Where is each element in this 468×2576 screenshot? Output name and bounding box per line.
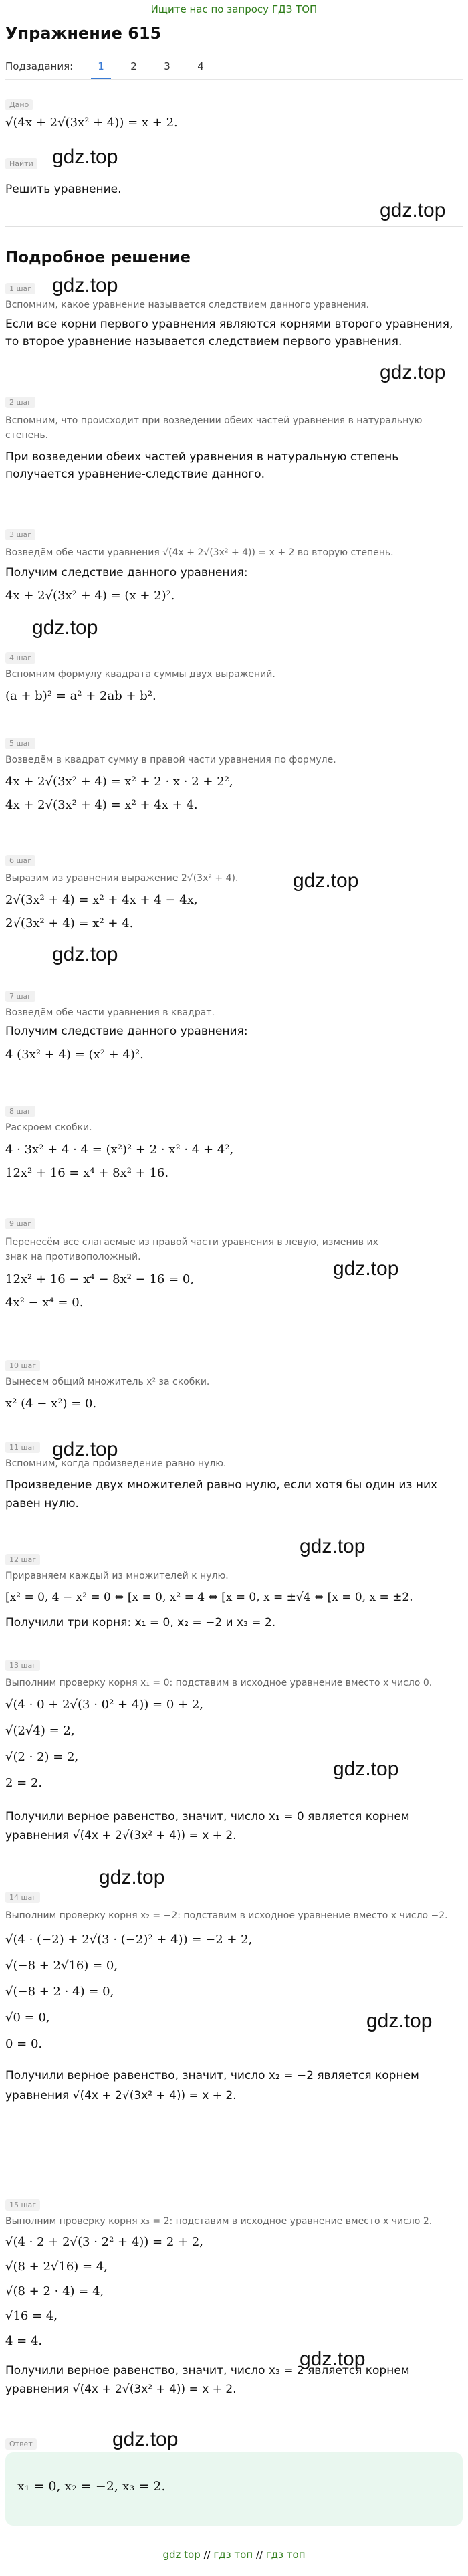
watermark: gdz.top bbox=[366, 2010, 433, 2032]
footer-link-1[interactable]: gdz top bbox=[162, 2549, 201, 2561]
subtask-tab-4[interactable]: 4 bbox=[197, 60, 204, 72]
watermark: gdz.top bbox=[300, 1535, 366, 1557]
watermark: gdz.top bbox=[32, 617, 98, 639]
step-2: 2 шаг Вспомним, что происходит при возведении обеих частей уравнения в натуральную степень. При возведении обеих частей уравнения в натуральную степень получается уравнение-следствие данного. bbox=[5, 398, 423, 481]
watermark: gdz.top bbox=[333, 1258, 399, 1280]
step-14: 14 шаг Выполним проверку корня x₂ = −2: подставим в исходное уравнение вместо x число −2. √(4 · (−2) + 2√(3 · (−2)² + 4)) = −2 + 2, √(−8 + 2√16) = 0, √(−8 + 2 · 4) = 0, √0 = 0, 0 = 0. Получили верное равенство, значит, число x₂ = −2 является корнем уравнения √(4x + 2√(3x² + 4)) = x + 2. bbox=[5, 1893, 448, 2102]
step-9: 9 шаг Перенесём все слагаемые из правой части уравнения в левую, изменив их знак на противоположный. 12x² + 16 − x⁴ − 8x² − 16 = 0, 4x² − x⁴ = 0. bbox=[5, 1219, 378, 1310]
step-4: 4 шаг Вспомним формулу квадрата суммы двух выражений. (a + b)² = a² + 2ab + b². bbox=[5, 654, 275, 703]
watermark: gdz.top bbox=[293, 870, 359, 892]
answer-box bbox=[5, 2452, 463, 2526]
step-3: 3 шаг Возведём обе части уравнения √(4x + 2√(3x² + 4)) = x + 2 во вторую степень. Получим следствие данного уравнения: 4x + 2√(3x² + 4) = (x + 2)². bbox=[5, 530, 394, 603]
step-5: 5 шаг Возведём в квадрат сумму в правой части уравнения по формуле. 4x + 2√(3x² + 4) = x² + 2 · x · 2 + 2², 4x + 2√(3x² + 4) = x² + 4x + 4. bbox=[5, 739, 336, 812]
footer-links bbox=[0, 2549, 468, 2561]
top-banner bbox=[0, 0, 468, 19]
watermark: gdz.top bbox=[99, 1866, 165, 1888]
watermark: gdz.top bbox=[300, 2348, 366, 2370]
watermark: gdz.top bbox=[112, 2428, 179, 2450]
step-13: 13 шаг Выполним проверку корня x₁ = 0: подставим в исходное уравнение вместо x число 0. √(4 · 0 + 2√(3 · 0² + 4)) = 0 + 2, √(2√4) = 2, √(2 · 2) = 2, 2 = 2. Получили верное равенство, значит, число x₁ = 0 является корнем уравнения √(4x + 2√(3x² + 4)) = x + 2. bbox=[5, 1661, 433, 1842]
top-search-link[interactable]: Ищите нас по запросу ГДЗ ТОП bbox=[150, 3, 318, 15]
find-text: Решить уравнение. bbox=[5, 183, 122, 196]
subtask-tab-2[interactable]: 2 bbox=[130, 60, 137, 72]
page-title: Упражнение 615 bbox=[5, 24, 162, 43]
subtask-tab-1[interactable]: 1 bbox=[91, 60, 111, 79]
watermark: gdz.top bbox=[52, 274, 118, 296]
given-equation: √(4x + 2√(3x² + 4)) = x + 2. bbox=[5, 116, 178, 130]
watermark: gdz.top bbox=[380, 199, 446, 221]
step-15: 15 шаг Выполним проверку корня x₃ = 2: подставим в исходное уравнение вместо x число 2. √(4 · 2 + 2√(3 · 2² + 4)) = 2 + 2, √(8 + 2√16) = 4, √(8 + 2 · 4) = 4, √16 = 4, 4 = 4. Получили верное равенство, значит, число x₃ = 2 является корнем уравнения √(4x + 2√(3x² + 4)) = x + 2. bbox=[5, 2201, 433, 2396]
watermark: gdz.top bbox=[380, 361, 446, 383]
watermark: gdz.top bbox=[52, 146, 118, 168]
footer-link-3[interactable]: гдз топ bbox=[265, 2549, 306, 2561]
find-label: Найти bbox=[5, 156, 37, 169]
answer-text: x₁ = 0, x₂ = −2, x₃ = 2. bbox=[17, 2479, 166, 2494]
subtask-tab-3[interactable]: 3 bbox=[164, 60, 170, 72]
step-7: 7 шаг Возведём обе части уравнения в квадрат. Получим следствие данного уравнения: 4 (3x² + 4) = (x² + 4)². bbox=[5, 992, 248, 1062]
watermark: gdz.top bbox=[333, 1758, 399, 1780]
step-10: 10 шаг Вынесем общий множитель x² за скобки. x² (4 − x²) = 0. bbox=[5, 1361, 210, 1411]
footer-link-2[interactable]: гдз топ bbox=[213, 2549, 253, 2561]
step-11: 11 шаг Вспомним, когда произведение равно нулю. Произведение двух множителей равно нулю, если хотя бы один из них равен нулю. bbox=[5, 1443, 438, 1510]
step-6: 6 шаг Выразим из уравнения выражение 2√(3x² + 4). 2√(3x² + 4) = x² + 4x + 4 − 4x, 2√(3x² + 4) = x² + 4. bbox=[5, 856, 239, 930]
step-12: 12 шаг Приравняем каждый из множителей к нулю. [x² = 0, 4 − x² = 0 ⇔ [x = 0, x² = 4 ⇔ [x = 0, x = ±√4 ⇔ [x = 0, x = ±2. Получили три корня: x₁ = 0, x₂ = −2 и x₃ = 2. bbox=[5, 1555, 413, 1629]
subtasks-label: Подзадания: bbox=[5, 60, 74, 72]
step-1: 1 шаг Вспомним, какое уравнение называется следствием данного уравнения. Если все корни первого уравнения являются корнями второго уравнения, то второе уравнение называется следствием первого уравнения. bbox=[5, 284, 453, 349]
answer-label: Ответ bbox=[5, 2436, 37, 2450]
step-8: 8 шаг Раскроем скобки. 4 · 3x² + 4 · 4 = (x²)² + 2 · x² · 4 + 4², 12x² + 16 = x⁴ + 8x² + 16. bbox=[5, 1107, 234, 1180]
footer-separator: // bbox=[203, 2549, 211, 2561]
subtasks-bar bbox=[5, 56, 463, 80]
detailed-solution-title: Подробное решение bbox=[5, 249, 191, 266]
footer-separator: // bbox=[255, 2549, 263, 2561]
watermark: gdz.top bbox=[52, 943, 118, 965]
watermark: gdz.top bbox=[52, 1438, 118, 1460]
given-label: Дано bbox=[5, 97, 33, 110]
